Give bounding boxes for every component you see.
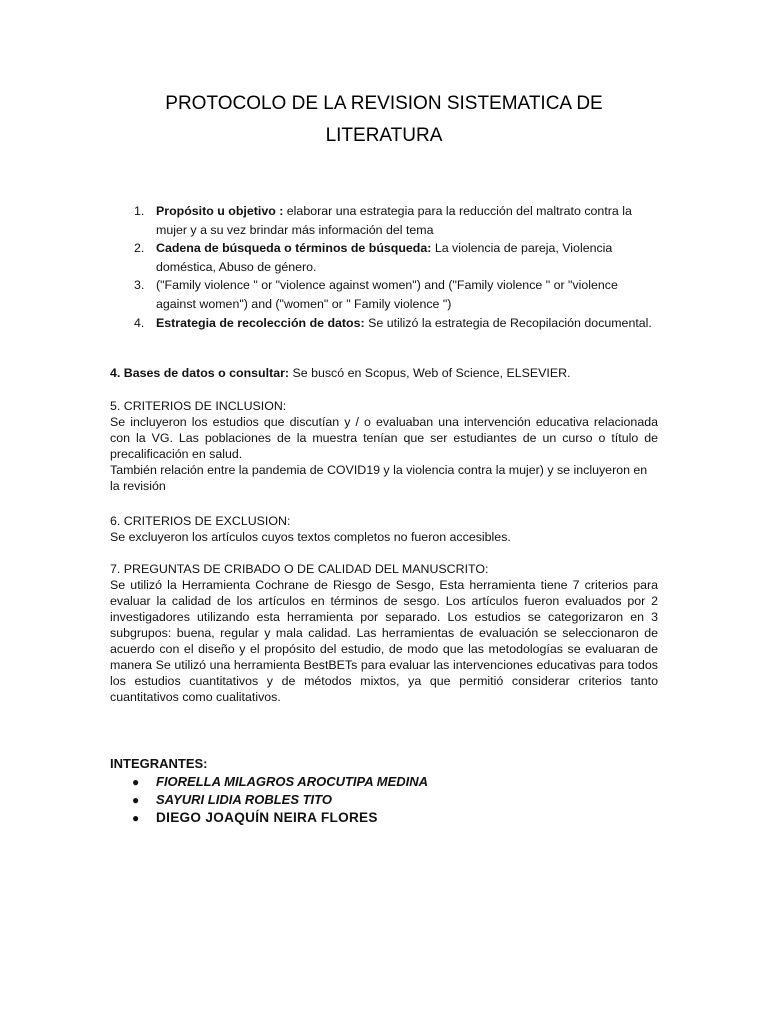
list-item bbox=[110, 791, 610, 809]
list-item bbox=[110, 809, 610, 827]
exclusion-section bbox=[110, 513, 658, 545]
item-text: ("Family violence " or "violence against women") and ("Family violence " or "violence against women") and ("women" or " Family violence ") bbox=[156, 278, 618, 311]
bullet-icon: ● bbox=[132, 793, 140, 807]
document-title bbox=[120, 88, 648, 152]
bullet-icon: ● bbox=[132, 775, 140, 789]
list-item bbox=[120, 202, 660, 239]
item-text: Se utilizó la estrategia de Recopilación documental. bbox=[364, 315, 652, 330]
member-name: FIORELLA MILAGROS AROCUTIPA MEDINA bbox=[156, 774, 429, 789]
databases-label: 4. Bases de datos o consultar: bbox=[110, 366, 290, 380]
title-line-2: LITERATURA bbox=[325, 125, 443, 146]
title-line-1: PROTOCOLO DE LA REVISION SISTEMATICA DE bbox=[165, 93, 603, 114]
item-label: Propósito u objetivo : bbox=[156, 204, 284, 218]
quality-heading: 7. PREGUNTAS DE CRIBADO O DE CALIDAD DEL MANUSCRITO: bbox=[110, 562, 489, 576]
list-item bbox=[120, 276, 660, 313]
quality-section bbox=[110, 561, 658, 705]
member-name: SAYURI LIDIA ROBLES TITO bbox=[156, 792, 332, 807]
member-name: DIEGO JOAQUÍN NEIRA FLORES bbox=[156, 810, 378, 825]
databases-text: Se buscó en Scopus, Web of Science, ELSEVIER. bbox=[289, 366, 571, 380]
inclusion-paragraph-2: También relación entre la pandemia de COVID19 y la violencia contra la mujer) y se incluyeron en la revisión bbox=[110, 463, 648, 493]
members-heading: INTEGRANTES: bbox=[110, 756, 208, 771]
members-section bbox=[110, 756, 610, 827]
exclusion-heading: 6. CRITERIOS DE EXCLUSION: bbox=[110, 514, 291, 528]
item-label: Cadena de búsqueda o términos de búsqueda: bbox=[156, 241, 432, 256]
inclusion-paragraph-1: Se incluyeron los estudios que discutían y / o evaluaban una intervención educativa relacionada con la VG. Las poblaciones de la muestra tenían que ser estudiantes de un curso o título de precalificación en salud. bbox=[110, 415, 658, 461]
members-list bbox=[110, 773, 610, 827]
quality-text: Se utilizó la Herramienta Cochrane de Riesgo de Sesgo, Esta herramienta tiene 7 criterios para evaluar la calidad de los artículos en términos de sesgo. Los artículos fueron evaluados por 2 investigadores utilizando esta herramienta por separado. Los estudios se categorizaron en 3 subgrupos: buena, regular y mala calidad. Las herramientas de evaluación se seleccionaron de acuerdo con el diseño y el propósito del estudio, de modo que las metodologías se evaluaran de manera Se utilizó una herramienta BestBETs para evaluar las intervenciones educativas para todos los estudios cuantitativos y de métodos mixtos, ya que permitió considerar criterios tanto cuantitativos como cualitativos. bbox=[110, 578, 658, 704]
item-label: Estrategia de recolección de datos: bbox=[156, 315, 365, 330]
bullet-icon: ● bbox=[132, 811, 140, 825]
objectives-list bbox=[120, 202, 660, 332]
inclusion-heading: 5. CRITERIOS DE INCLUSION: bbox=[110, 399, 287, 413]
item-text: elaborar una estrategia para la reducción del maltrato contra la mujer y a su vez brindar más información del tema bbox=[156, 204, 632, 237]
list-item bbox=[110, 773, 610, 791]
list-item bbox=[120, 239, 660, 276]
item-text: La violencia de pareja, Violencia doméstica, Abuso de género. bbox=[156, 241, 613, 274]
exclusion-text: Se excluyeron los artículos cuyos textos completos no fueron accesibles. bbox=[110, 530, 511, 544]
item-number: 2. bbox=[134, 241, 145, 256]
databases-section bbox=[110, 365, 658, 381]
inclusion-section bbox=[110, 398, 658, 494]
item-number: 4. bbox=[134, 315, 145, 330]
item-number: 3. bbox=[134, 278, 145, 293]
list-item bbox=[120, 314, 660, 333]
item-number: 1. bbox=[134, 204, 145, 218]
